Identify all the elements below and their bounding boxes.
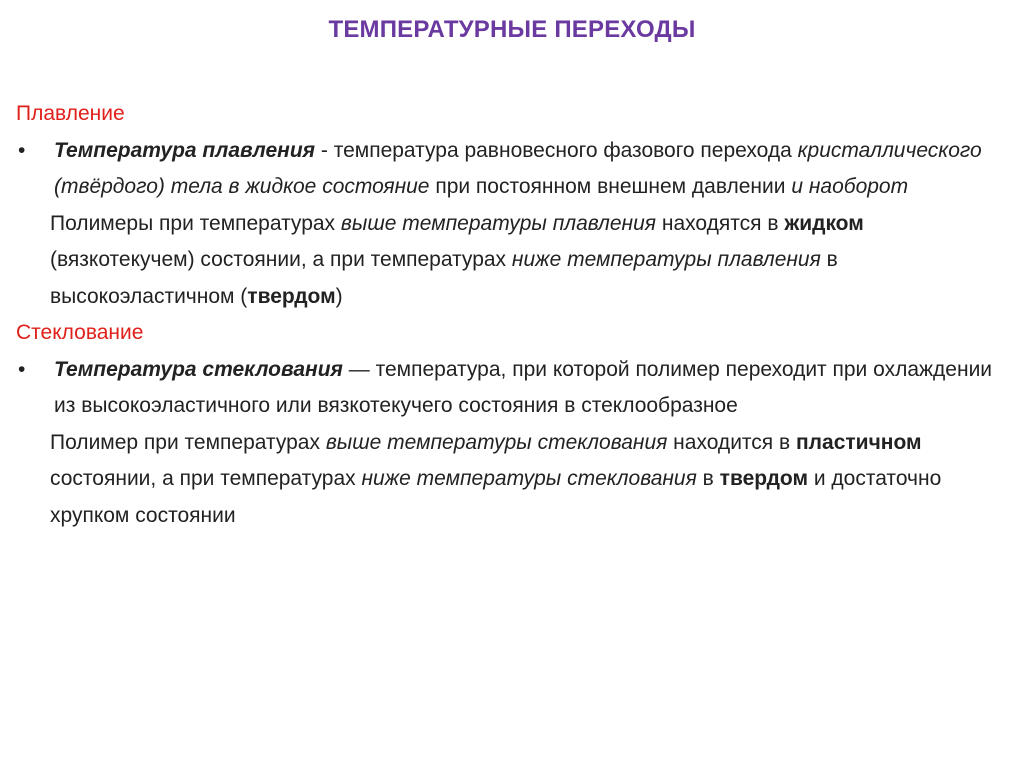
bullet-text: [54, 133, 1006, 206]
text-run-bold: пластичном: [796, 430, 922, 454]
text-run: и достаточно хрупком состоянии: [50, 467, 942, 527]
text-run: находится в: [667, 430, 796, 454]
text-run: (вязкотекучем) состоянии, а при температурах: [50, 248, 512, 271]
text-run: при постоянном внешнем давлении: [429, 175, 792, 198]
text-run-italic: кристаллического (твёрдого) тела в жидкое состояние: [54, 138, 982, 198]
text-run: находятся в: [656, 211, 785, 235]
text-run-italic: выше температуры плавления: [340, 211, 657, 235]
slide-title: ТЕМПЕРАТУРНЫЕ ПЕРЕХОДЫ: [328, 16, 696, 43]
term-glass-transition-temperature: Температура стеклования: [54, 357, 343, 381]
paragraph-melting-polymers: [16, 206, 1006, 316]
paragraph-glass-transition-polymers: [16, 425, 1006, 535]
text-run: Полимеры при температурах: [50, 211, 341, 235]
text-run-italic: выше температуры стеклования: [325, 430, 668, 454]
text-run-bold: твердом: [719, 467, 808, 490]
text-run: в: [696, 467, 720, 490]
text-run: состоянии, а при температурах: [50, 467, 362, 490]
text-run-italic: ниже температуры плавления: [511, 248, 821, 271]
section-heading-melting: Плавление: [16, 102, 125, 125]
text-run-bold: твердом: [247, 284, 336, 308]
text-run-italic: ниже температуры стеклования: [361, 467, 697, 490]
bullet-icon: •: [18, 138, 26, 162]
text-run: в высокоэластичном (: [50, 248, 838, 308]
bullet-text: [54, 352, 1006, 425]
slide-content: [16, 96, 1006, 534]
bullet-item-glass-transition-definition: [16, 352, 1006, 425]
text-run: Полимер при температурах: [50, 430, 326, 454]
bullet-icon: •: [18, 357, 26, 381]
section-heading-glass-transition: Стеклование: [16, 321, 144, 344]
text-run-bold: жидком: [784, 211, 864, 235]
bullet-item-melting-definition: [16, 133, 1006, 206]
text-run: - температура равновесного фазового перехода: [315, 138, 798, 162]
text-run: — температура, при которой полимер переходит при охлаждении из высокоэластичного или вязкотекучего состояния в стеклообразное: [54, 357, 993, 417]
text-run: ): [335, 284, 343, 308]
text-run-italic: и наоборот: [791, 175, 909, 198]
term-melting-temperature: Температура плавления: [54, 138, 316, 162]
